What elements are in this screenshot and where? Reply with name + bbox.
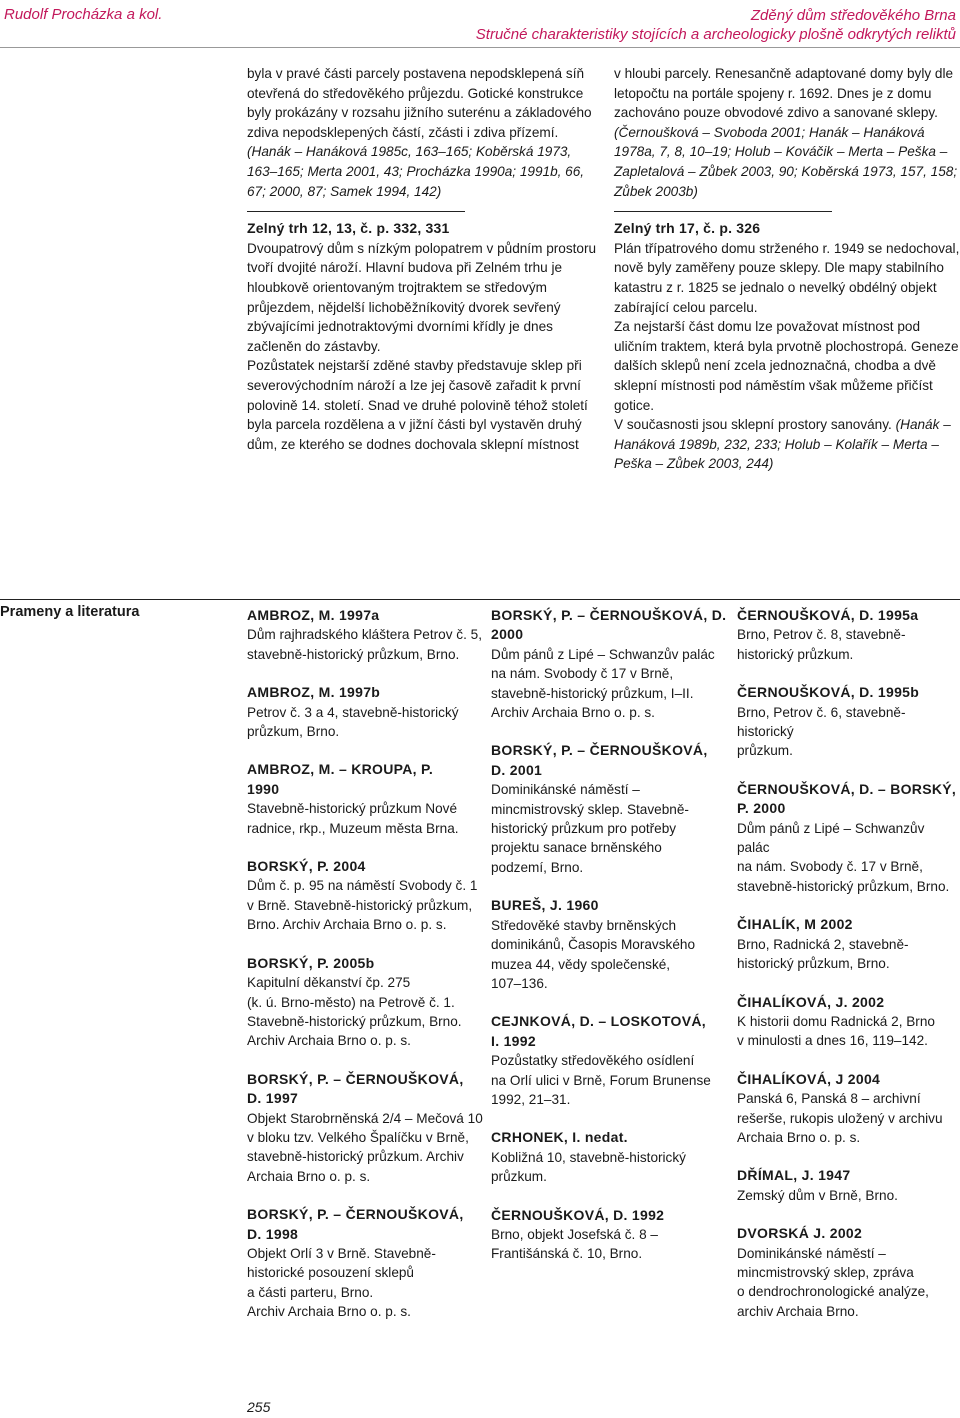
entry-text: Pozůstatky středověkého osídlení na Orlí ulici v Brně, Forum Brunense 1992, 21–31.: [491, 1053, 711, 1107]
entry-author: BORSKÝ, P. 2005b: [247, 954, 375, 971]
citation: (Hanák – Hanáková 1985c, 163–165; Koběrská 1973, 163–165; Merta 2001, 43; Procházka 1990a; 1991b, 66, 67; 2000, 87; Samek 1994, 142): [247, 144, 585, 199]
paragraph: Pozůstatek nejstarší zděné stavby představuje sklep při severovýchodním nároží a lze jej časově zařadit k první polovině 14. století. Snad ve druhé polovině téhož století byla parcela rozdělena a v jižní části byl vystavěn druhý dům, ze kterého se dodnes dochovala sklepní místnost: [247, 358, 588, 452]
bibliography-entry: [491, 1012, 731, 1109]
entry-text: Dům č. p. 95 na náměstí Svobody č. 1 v Brně. Stavebně-historický průzkum, Brno. Archiv Archaia Brno o. p. s.: [247, 878, 478, 933]
bibliography-entry: [737, 1166, 960, 1205]
text-column-2: [614, 64, 960, 474]
bibliography-column-2: [491, 606, 731, 1283]
bibliography-column-3: [737, 606, 960, 1340]
entry-text: Panská 6, Panská 8 – archivní rešerše, rukopis uložený v archivu Archaia Brno o. p. s.: [737, 1091, 943, 1145]
section-title: Zelný trh 17, č. p. 326: [614, 220, 761, 237]
entry-author: ČERNOUŠKOVÁ, D. 1995b: [737, 684, 920, 701]
paragraph: [247, 64, 599, 201]
page-number: 255: [247, 1399, 271, 1415]
bibliography-entry: [491, 896, 731, 993]
entry-text: Kobližná 10, stavebně-historický průzkum.: [491, 1149, 686, 1185]
entry-author: AMBROZ, M. 1997b: [247, 684, 381, 701]
entry-text: Objekt Starobrněnská 2/4 – Mečová 10 v bloku tzv. Velkého Špalíčku v Brně, stavebně-historický průzkum. Archiv Archaia Brno o. p. s.: [247, 1110, 483, 1184]
section-rule: [247, 211, 465, 212]
bibliography-entry: [491, 1128, 731, 1186]
entry-author: ČIHALÍKOVÁ, J 2004: [737, 1070, 881, 1087]
entry-author: AMBROZ, M. – KROUPA, P. 1990: [247, 761, 434, 797]
paragraph: Plán třípatrového domu strženého r. 1949 se nedochoval, nově byly zaměřeny pouze sklepy. Dle mapy stabilního katastru z r. 1825 se jednalo o nevelký obdélný objekt zabírající celou parcelu.: [614, 240, 960, 315]
entry-author: BUREŠ, J. 1960: [491, 897, 599, 914]
entry-author: BORSKÝ, P. 2004: [247, 858, 366, 875]
section-title: Zelný trh 12, 13, č. p. 332, 331: [247, 220, 450, 237]
bibliography-entry: [491, 606, 731, 722]
paragraph-text: V současnosti jsou sklepní prostory sanovány.: [614, 417, 892, 433]
entry-text: Petrov č. 3 a 4, stavebně-historický průzkum, Brno.: [247, 704, 459, 740]
entry-text: Dům pánů z Lipé – Schwanzův palác na nám. Svobody č. 17 v Brně, stavebně-historický průzkum, Brno.: [737, 820, 950, 894]
bibliography-entry: [247, 606, 487, 664]
paragraph: Dvoupatrový dům s nízkým polopatrem v půdním prostoru tvoří dvojité nároží. Hlavní budova při Zelném trhu je hloubkově orientovaným trojtraktem se středovým průjezdem, nějdelší lichoběžníkovitý dvorek sevřený zbývajícími jednotraktovými dvorními křídly je dnes začleněn do zástavby.: [247, 240, 597, 354]
bibliography-entry: [247, 1070, 487, 1186]
header-subtitle: Stručné charakteristiky stojících a archeologicky plošně odkrytých reliktů: [475, 26, 956, 43]
entry-author: CRHONEK, I. nedat.: [491, 1129, 628, 1146]
citation: (Hanák – Hanáková 1989b, 232, 233; Holub – Kolařík – Merta – Peška – Zůbek 2003, 244): [614, 417, 951, 472]
entry-text: Dům rajhradského kláštera Petrov č. 5, stavebně-historický průzkum, Brno.: [247, 627, 482, 662]
bibliography-entry: [737, 993, 960, 1051]
header-author: Rudolf Procházka a kol.: [4, 6, 163, 23]
entry-author: BORSKÝ, P. – ČERNOUŠKOVÁ, D. 2001: [491, 742, 708, 778]
entry-author: AMBROZ, M. 1997a: [247, 607, 380, 623]
bibliography-entry: [737, 915, 960, 973]
entry-author: DŘÍMAL, J. 1947: [737, 1167, 851, 1184]
bibliography-title: Prameny a literatura: [0, 604, 140, 620]
entry-text: Zemský dům v Brně, Brno.: [737, 1187, 898, 1203]
entry-text: Brno, Radnická 2, stavebně- historický průzkum, Brno.: [737, 936, 909, 972]
text-column-1: [247, 64, 599, 454]
bibliography-entry: [247, 954, 487, 1051]
entry-author: BORSKÝ, P. – ČERNOUŠKOVÁ, D. 1997: [247, 1070, 464, 1107]
header-title: Zděný dům středověkého Brna: [750, 7, 956, 24]
bibliography-entry: [737, 683, 960, 761]
entry-author: ČIHALÍK, M 2002: [737, 916, 853, 933]
bibliography-entry: [247, 760, 487, 838]
entry-author: ČERNOUŠKOVÁ, D. – BORSKÝ, P. 2000: [737, 780, 957, 817]
bibliography-entry: [247, 857, 487, 935]
entry-text: Brno, Petrov č. 6, stavebně-historický průzkum.: [737, 704, 906, 759]
entry-text: Dominikánské náměstí – mincmistrovský sklep, zpráva o dendrochronologické analýze, archiv Archaia Brno.: [737, 1245, 929, 1319]
entry-text: Objekt Orlí 3 v Brně. Stavebně- historické posouzení sklepů a části parteru, Brno. Archiv Archaia Brno o. p. s.: [247, 1245, 436, 1320]
header-titles: [476, 6, 956, 44]
bibliography-entry: [491, 741, 731, 877]
entry-author: BORSKÝ, P. – ČERNOUŠKOVÁ, D. 2000: [491, 607, 727, 643]
bibliography-entry: [247, 683, 487, 741]
header-rule: [0, 47, 960, 48]
bibliography-entry: [491, 1206, 731, 1264]
bibliography-entry: [737, 1224, 960, 1321]
paragraph: [614, 64, 960, 201]
paragraph: Za nejstarší část domu lze považovat místnost pod uličním traktem, která byla prvotně plochostropá. Geneze dalších sklepů není zcela jednoznačná, chodba a dvě sklepní místnosti pod náměstím však můžeme přičíst gotice.: [614, 319, 959, 413]
citation: (Černoušková – Svoboda 2001; Hanák – Hanáková 1978a, 7, 8, 10–19; Holub – Kováčik – Merta – Peška – Zapletalová – Zůbek 2003, 90; Koběrská 1973, 157, 158; Zůbek 2003b): [614, 124, 958, 199]
bibliography-entry: [247, 1205, 487, 1321]
entry-text: Brno, objekt Josefská č. 8 – Františánská č. 10, Brno.: [491, 1226, 658, 1262]
section-rule: [614, 211, 832, 212]
paragraph-text: byla v pravé části parcely postavena nepodsklepená síň otevřená do středověkého průjezdu. Gotické konstrukce byly prokázány v rozsahu jižního suterénu a základového zdiva nepodsklepených částí, zčásti i zdiva přízemí.: [247, 66, 592, 140]
entry-author: ČIHALÍKOVÁ, J. 2002: [737, 993, 885, 1010]
bibliography-entry: [737, 1070, 960, 1148]
entry-author: DVORSKÁ J. 2002: [737, 1225, 863, 1242]
entry-text: Brno, Petrov č. 8, stavebně- historický průzkum.: [737, 627, 906, 662]
bibliography-entry: [737, 780, 960, 896]
entry-text: Dominikánské náměstí – mincmistrovský sklep. Stavebně- historický průzkum pro potřeby projektu sanace brněnského podzemí, Brno.: [491, 782, 689, 875]
entry-text: Středověké stavby brněnských dominikánů, Časopis Moravského muzea 44, vědy společenské, 107–136.: [491, 917, 696, 991]
paragraph: [614, 415, 960, 474]
entry-author: ČERNOUŠKOVÁ, D. 1992: [491, 1206, 665, 1223]
entry-author: BORSKÝ, P. – ČERNOUŠKOVÁ, D. 1998: [247, 1206, 464, 1242]
bibliography-rule: [0, 599, 960, 600]
entry-author: ČERNOUŠKOVÁ, D. 1995a: [737, 607, 919, 623]
entry-text: K historii domu Radnická 2, Brno v minulosti a dnes 16, 119–142.: [737, 1013, 935, 1049]
entry-text: Dům pánů z Lipé – Schwanzův palác na nám. Svobody č 17 v Brně, stavebně-historický průzkum, I–II. Archiv Archaia Brno o. p. s.: [491, 646, 715, 721]
entry-author: CEJNKOVÁ, D. – LOSKOTOVÁ, I. 1992: [491, 1013, 706, 1049]
entry-text: Kapitulní děkanství čp. 275 (k. ú. Brno-město) na Petrově č. 1. Stavebně-historický průzkum, Brno. Archiv Archaia Brno o. p. s.: [247, 975, 462, 1049]
entry-text: Stavebně-historický průzkum Nové radnice, rkp., Muzeum města Brna.: [247, 801, 459, 836]
paragraph-text: v hloubi parcely. Renesančně adaptované domy byly dle letopočtu na portále spojeny r. 1692. Dnes je z domu zachováno pouze obvodové zdivo a sanované sklepy.: [614, 66, 954, 121]
bibliography-column-1: [247, 606, 487, 1341]
bibliography-entry: [737, 606, 960, 664]
